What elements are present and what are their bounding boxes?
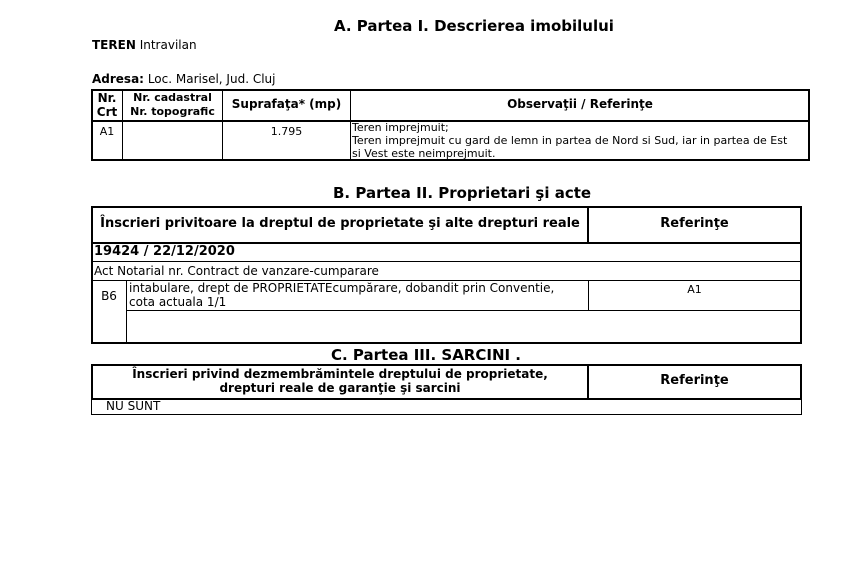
section-a-title: A. Partea I. Descrierea imobilului — [334, 17, 614, 35]
header-suprafata: Suprafaţa* (mp) — [231, 97, 342, 111]
header-nr-crt — [92, 91, 122, 119]
row-text-line2: cota actuala 1/1 — [129, 295, 227, 309]
observatii-line2: Teren imprejmuit cu gard de lemn in partea de Nord si Sud, iar in partea de Est — [352, 134, 788, 147]
teren-label: TEREN — [92, 38, 136, 52]
table-b-divider — [126, 280, 127, 344]
cell-nr-crt: A1 — [99, 125, 115, 138]
adresa-value: Loc. Marisel, Jud. Cluj — [147, 72, 276, 86]
teren-line — [92, 38, 197, 52]
table-b-header-left: Înscrieri privitoare la dreptul de proprietate şi alte drepturi reale — [100, 216, 580, 231]
table-c-header-left-line1: Înscrieri privind dezmembrămintele dreptului de proprietate, — [132, 367, 548, 381]
cell-observatii — [352, 121, 787, 160]
table-c-header-right: Referinţe — [660, 373, 729, 388]
header-nr-crt-line1: Nr. — [97, 91, 117, 105]
adresa-label: Adresa: — [92, 72, 144, 86]
header-nr-cadastral — [123, 91, 222, 119]
row-text — [129, 281, 554, 309]
header-nr-cadastral-line1: Nr. cadastral — [133, 91, 212, 104]
table-b-divider — [91, 261, 802, 262]
teren-type: Intravilan — [139, 38, 197, 52]
act-line: Act Notarial nr. Contract de vanzare-cumparare — [94, 264, 379, 278]
table-b-divider — [126, 310, 802, 311]
header-nr-cadastral-line2: Nr. topografic — [130, 105, 215, 118]
row-ref: A1 — [687, 283, 702, 296]
table-c-header-left — [93, 367, 587, 395]
cell-suprafata: 1.795 — [270, 125, 303, 138]
table-b-header-right: Referinţe — [660, 216, 729, 231]
entry-number: 19424 / 22/12/2020 — [94, 244, 235, 259]
address-line — [92, 72, 275, 86]
row-id: B6 — [101, 289, 117, 303]
table-c-header-left-line2: drepturi reale de garanţie şi sarcini — [219, 381, 461, 395]
header-nr-crt-line2: Crt — [96, 105, 118, 119]
sarcini-value: NU SUNT — [106, 399, 161, 413]
row-text-line1: intabulare, drept de PROPRIETATEcumpărare, dobandit prin Conventie, — [129, 281, 555, 295]
table-c-value-row — [91, 399, 802, 415]
observatii-line3: si Vest este neimprejmuit. — [352, 147, 496, 160]
section-b-title: B. Partea II. Proprietari şi acte — [333, 184, 592, 202]
observatii-line1: Teren imprejmuit; — [352, 121, 449, 134]
section-c-title: C. Partea III. SARCINI . — [331, 346, 521, 364]
header-observatii: Observaţii / Referinţe — [507, 97, 653, 111]
